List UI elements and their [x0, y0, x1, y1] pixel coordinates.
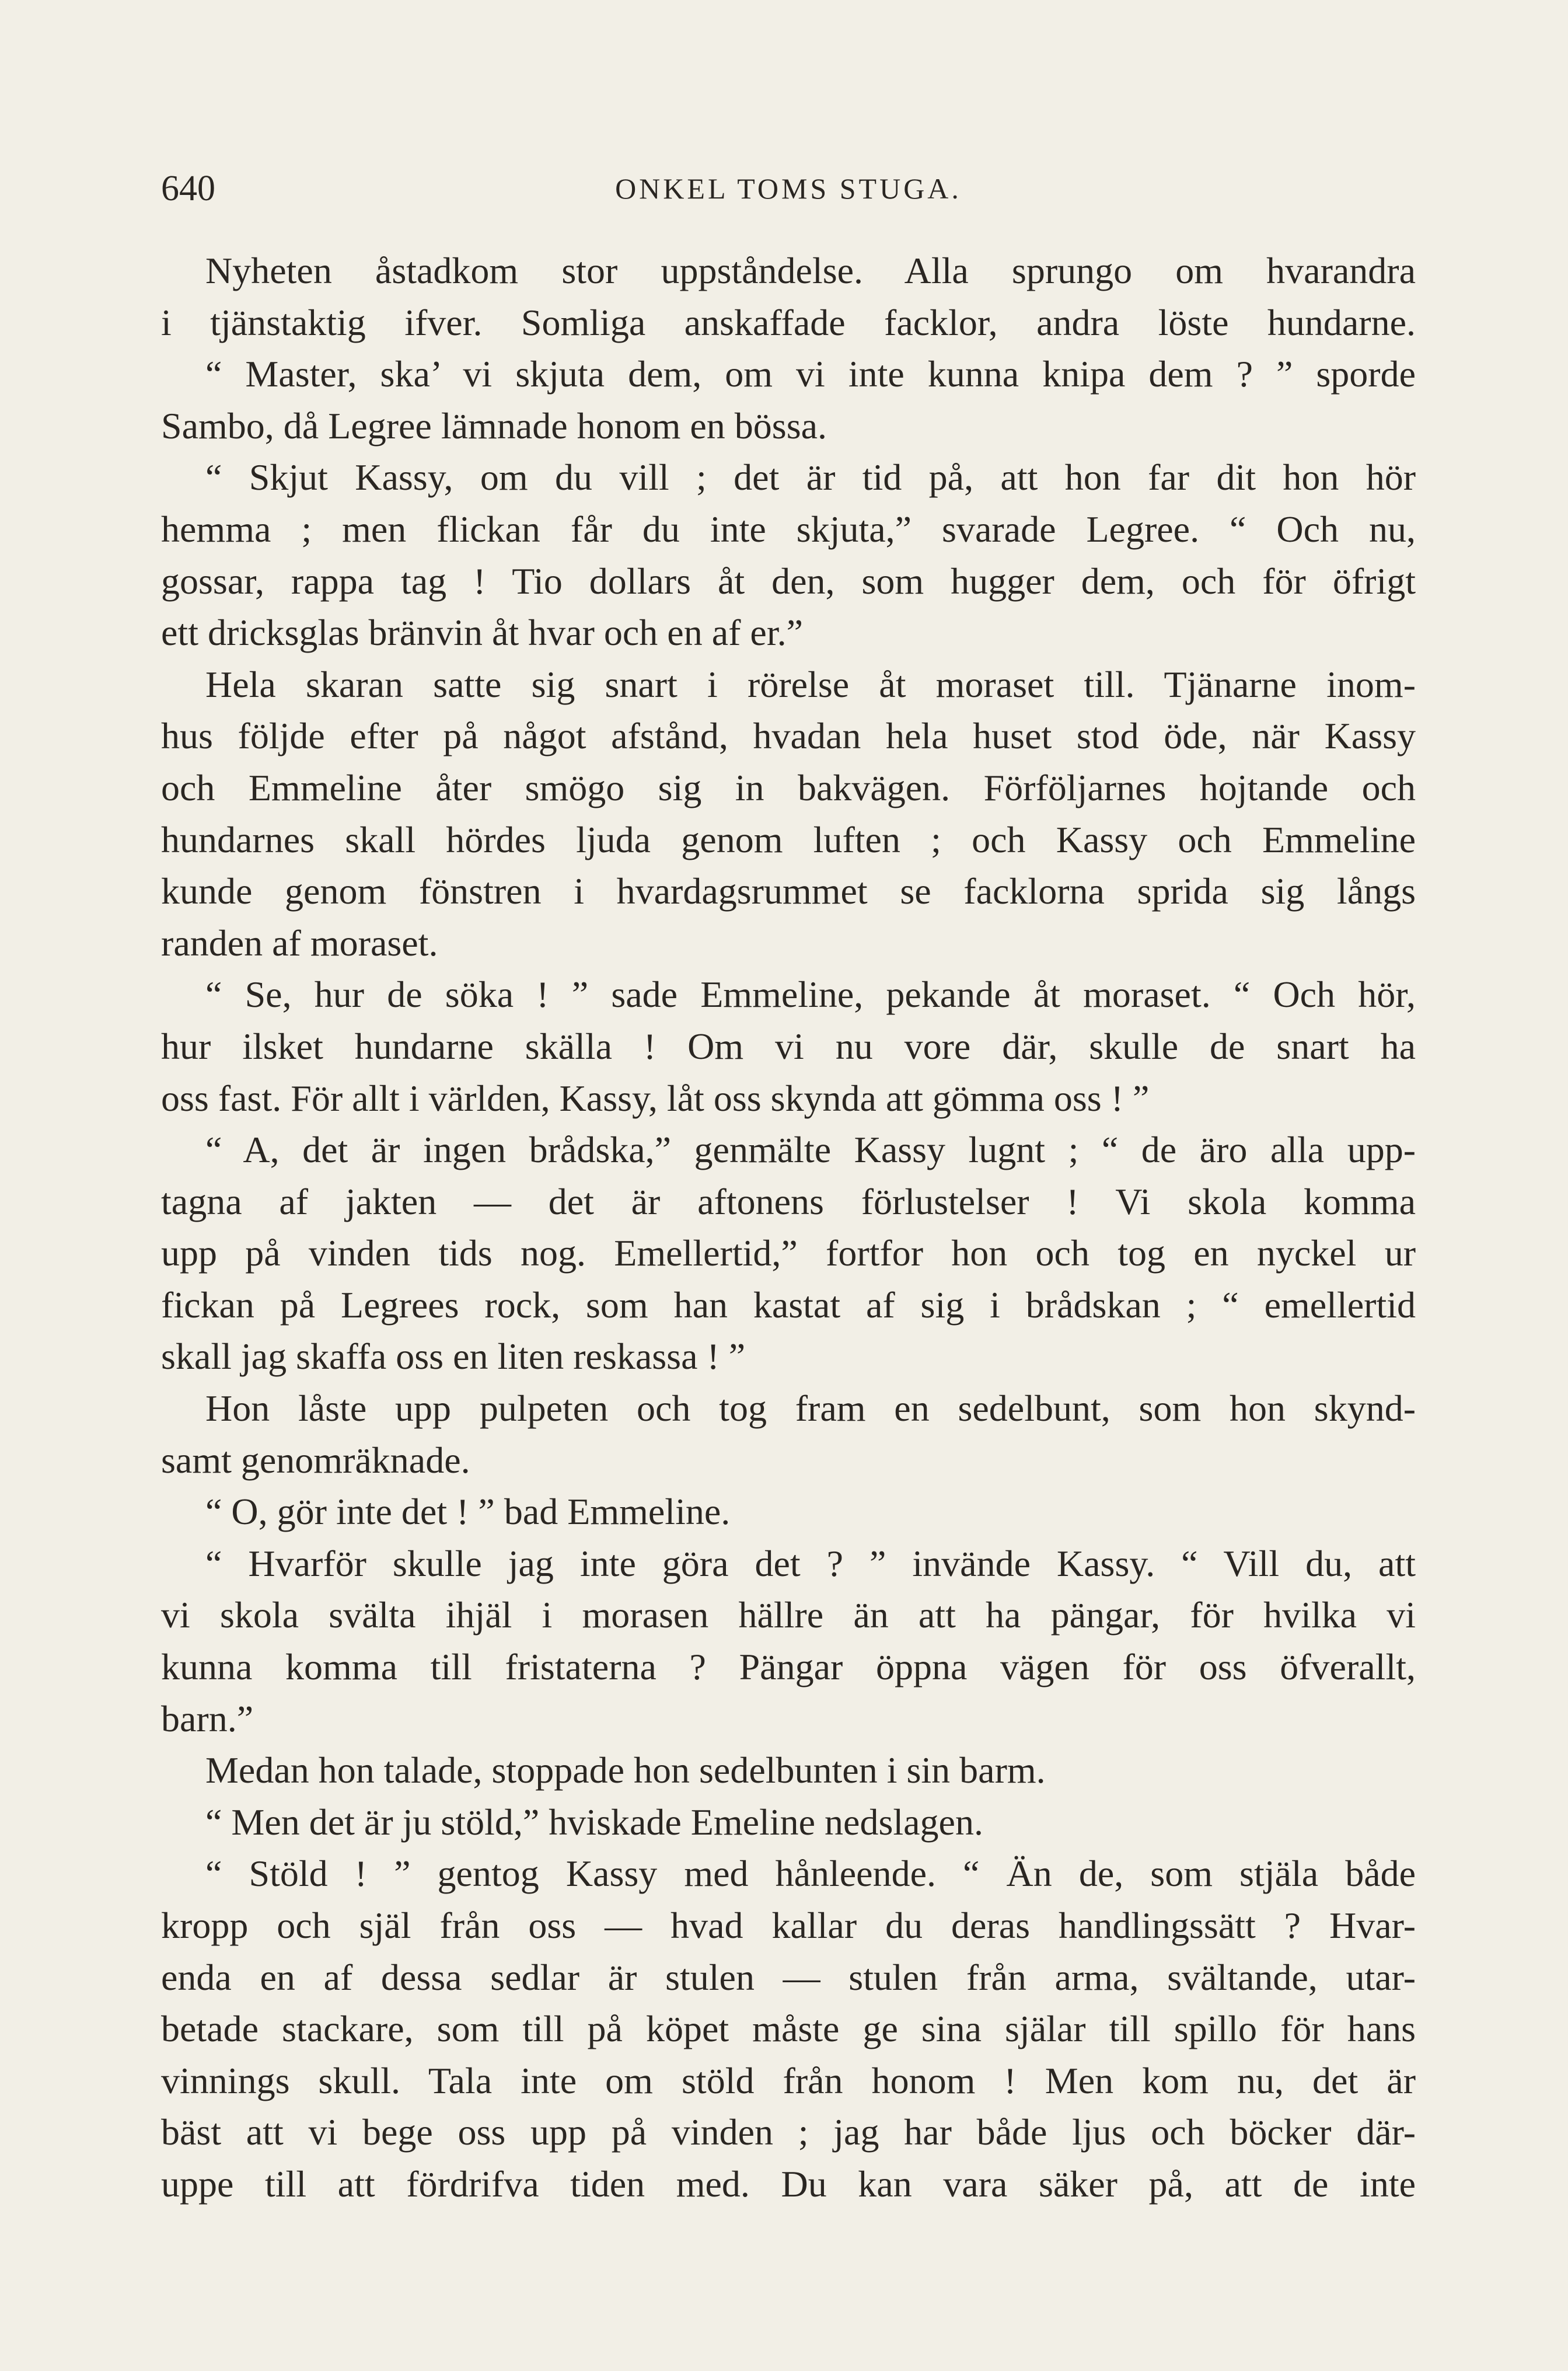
text-line: vi skola svälta ihjäl i morasen hällre än att ha pängar, för hvilka vi — [161, 1594, 1416, 1636]
page-number: 640 — [161, 169, 215, 208]
text-line: “ Stöld ! ” gentog Kassy med hånleende. “ Än de, som stjäla både — [205, 1853, 1416, 1895]
text-line: i tjänstaktig ifver. Somliga anskaffade facklor, andra löste hundarne. — [161, 301, 1416, 343]
text-line: “ Hvarför skulle jag inte göra det ? ” invände Kassy. “ Vill du, att — [205, 1542, 1416, 1584]
text-line: barn.” — [161, 1697, 254, 1739]
text-line: och Emmeline åter smögo sig in bakvägen. Förföljarnes hojtande och — [161, 766, 1416, 808]
text-line: fickan på Legrees rock, som han kastat af sig i brådskan ; “ emellertid — [161, 1284, 1416, 1326]
text-line: betade stackare, som till på köpet måste ge sina själar till spillo för hans — [161, 2008, 1416, 2050]
text-line: gossar, rappa tag ! Tio dollars åt den, som hugger dem, och för öfrigt — [161, 560, 1416, 602]
text-line: kunna komma till fristaterna ? Pängar öppna vägen för oss öfverallt, — [161, 1646, 1416, 1688]
body-text — [161, 245, 1416, 2210]
page-header — [161, 156, 1416, 221]
text-line: skall jag skaffa oss en liten reskassa ! ” — [161, 1336, 746, 1378]
text-line: hur ilsket hundarne skälla ! Om vi nu vore där, skulle de snart ha — [161, 1025, 1416, 1067]
text-line: hus följde efter på något afstånd, hvadan hela huset stod öde, när Kassy — [161, 715, 1416, 757]
text-line: randen af moraset. — [161, 922, 438, 964]
text-line: uppe till att fördrifva tiden med. Du kan vara säker på, att de inte — [161, 2163, 1416, 2205]
text-line: “ Skjut Kassy, om du vill ; det är tid på, att hon far dit hon hör — [205, 456, 1416, 498]
text-line: kropp och själ från oss — hvad kallar du deras handlingssätt ? Hvar- — [161, 1905, 1416, 1946]
running-title: ONKEL TOMS STUGA. — [615, 172, 962, 205]
text-line: “ Se, hur de söka ! ” sade Emmeline, pekande åt moraset. “ Och hör, — [205, 974, 1416, 1016]
text-line: oss fast. För allt i världen, Kassy, låt oss skynda att gömma oss ! ” — [161, 1077, 1150, 1119]
text-line: tagna af jakten — det är aftonens förlustelser ! Vi skola komma — [161, 1180, 1416, 1222]
text-line: “ Master, ska’ vi skjuta dem, om vi inte kunna knipa dem ? ” sporde — [205, 353, 1416, 395]
text-line: upp på vinden tids nog. Emellertid,” fortfor hon och tog en nyckel ur — [161, 1232, 1416, 1274]
text-line: “ A, det är ingen brådska,” genmälte Kassy lugnt ; “ de äro alla upp- — [205, 1129, 1416, 1171]
text-line: Hela skaran satte sig snart i rörelse åt moraset till. Tjänarne inom- — [205, 663, 1416, 705]
text-line: enda en af dessa sedlar är stulen — stulen från arma, svältande, utar- — [161, 1956, 1416, 1998]
text-line: Medan hon talade, stoppade hon sedelbunten i sin barm. — [205, 1749, 1046, 1791]
text-line: “ O, gör inte det ! ” bad Emmeline. — [205, 1491, 731, 1533]
text-line: kunde genom fönstren i hvardagsrummet se facklorna sprida sig långs — [161, 870, 1416, 912]
text-line: hemma ; men flickan får du inte skjuta,” svarade Legree. “ Och nu, — [161, 508, 1416, 550]
text-line: Hon låste upp pulpeten och tog fram en sedelbunt, som hon skynd- — [205, 1387, 1416, 1429]
text-line: Sambo, då Legree lämnade honom en bössa. — [161, 405, 827, 447]
text-line: bäst att vi bege oss upp på vinden ; jag har både ljus och böcker där- — [161, 2111, 1416, 2153]
text-line: hundarnes skall hördes ljuda genom luften ; och Kassy och Emmeline — [161, 818, 1416, 860]
text-line: ett dricksglas bränvin åt hvar och en af er.” — [161, 612, 803, 654]
text-line: samt genomräknade. — [161, 1439, 470, 1481]
text-line: vinnings skull. Tala inte om stöld från honom ! Men kom nu, det är — [161, 2059, 1416, 2101]
text-line: “ Men det är ju stöld,” hviskade Emeline nedslagen. — [205, 1801, 983, 1843]
text-line: Nyheten åstadkom stor uppståndelse. Alla sprungo om hvarandra — [205, 250, 1416, 291]
